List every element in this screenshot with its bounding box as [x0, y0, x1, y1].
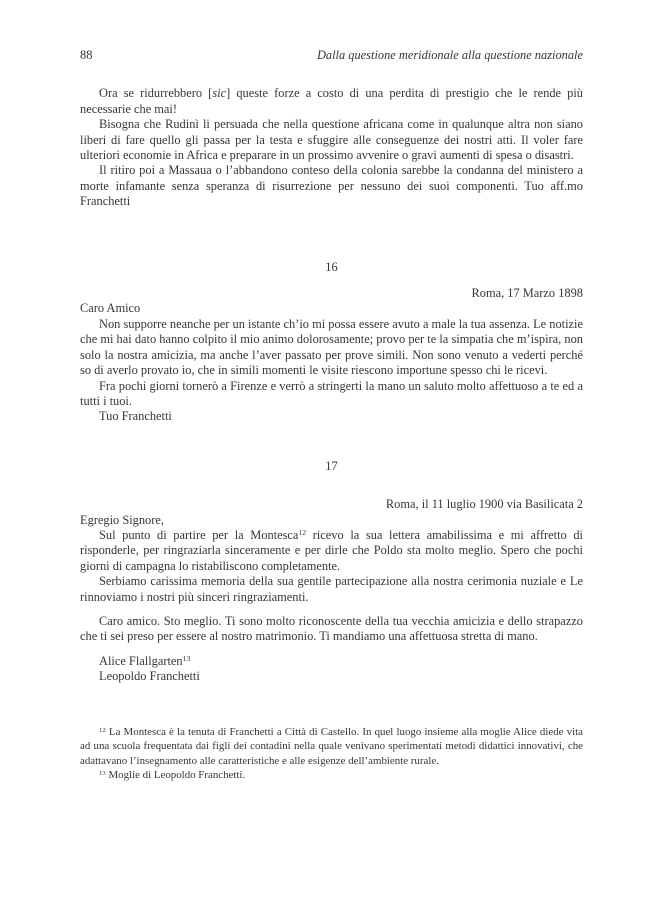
- letter-17-paragraph-1: [80, 528, 583, 574]
- page-number: 88: [80, 48, 93, 62]
- letter-17-signature-2: Leopoldo Franchetti: [99, 669, 200, 684]
- footnotes-section: [80, 725, 583, 783]
- intro-paragraph-1-after-sic: ] queste forze a costo di una perdita di prestigio che le rende più necessarie che mai!: [80, 86, 583, 116]
- intro-paragraph-1-before-sic: Ora se ridurrebbero [: [99, 86, 213, 101]
- letter-16-signature: Tuo Franchetti: [99, 409, 172, 424]
- signature-1-name: Alice Flallgarten: [99, 653, 183, 668]
- intro-paragraph-1: [80, 86, 583, 117]
- footnote-ref-13: 13: [182, 654, 191, 664]
- footnote-12-text: La Montesca è la tenuta di Franchetti a Città di Castello. In quel luogo insieme alla moglie Alice diede vita ad una scuola frequentata dai figli dei contadini nella quale venivano sperimentati metodi didattici innovativi, che adattavano l’insegnamento alle caratteristiche e alle esigenze dell’ambiente rurale.: [80, 725, 583, 767]
- letter-17-number: 17: [325, 458, 338, 473]
- footnote-ref-12: 12: [298, 528, 307, 538]
- letter-17-dateline: Roma, il 11 luglio 1900 via Basilicata 2: [385, 497, 583, 512]
- intro-paragraph-2: Bisogna che Rudinì li persuada che nella questione africana come in qualunque altra non siano liberi di fare quello gli passa per la testa e sfuggire alle conseguenze dei nostri atti. Il voler fare ulteriori economie in Africa e preparare in un prossimo avvenire o gravi aumenti di spesa o disastri.: [80, 117, 583, 163]
- letter-17-signature-1: [80, 654, 583, 669]
- footnote-13-text: Moglie di Leopoldo Franchetti.: [105, 769, 246, 782]
- intro-letter-body: [80, 86, 583, 209]
- running-title: Dalla questione meridionale alla questione nazionale: [316, 48, 583, 62]
- letter-16-paragraph-1: Non supporre neanche per un istante ch’io mi possa essere avuto a male la tua assenza. Le notizie che mi hai dato hanno colpito il mio animo dolorosamente; provo per te la simpatia che m’ispira, non solo la nostra amicizia, ma anche l’aver passato per prove simili. Non sono venuto a vederti perché so di averlo provato io, che in simili momenti le visite riescono importune spesso chi le ricevi.: [80, 316, 583, 378]
- letter-17-paragraph-2: Serbiamo carissima memoria della sua gentile partecipazione alla nostra cerimonia nuziale e Le rinnoviamo i nostri più sinceri ringraziamenti.: [80, 574, 583, 604]
- letter-16-number: 16: [325, 259, 338, 274]
- letter-16-dateline: Roma, 17 Marzo 1898: [471, 286, 583, 301]
- letter-16-salutation: Caro Amico: [80, 301, 141, 316]
- footnote-12-marker: 12: [99, 726, 106, 734]
- sic-italic: sic: [212, 86, 227, 101]
- footnote-13: [80, 768, 583, 783]
- letter-16: [80, 260, 583, 425]
- letter-16-paragraph-2: Fra pochi giorni tornerò a Firenze e verrò a stringerti la mano un saluto molto affettuoso a te ed a tutti i tuoi.: [80, 378, 583, 408]
- footnote-13-marker: 13: [99, 770, 106, 778]
- footnote-12: [80, 725, 583, 769]
- letter-17-paragraph-3: Caro amico. Sto meglio. Ti sono molto riconoscente della tua vecchia amicizia e dello strapazzo che ti sei preso per essere al nostro matrimonio. Ti mandiamo una affettuosa stretta di mano.: [80, 613, 583, 644]
- running-header: [80, 48, 583, 63]
- letter-17-paragraph-1-text: Sul punto di partire per la Montesca: [99, 527, 299, 542]
- intro-paragraph-3: Il ritiro poi a Massaua o l’abbandono conteso della colonia sarebbe la condanna del ministero a morte infamante senza speranza di risurrezione per nessuno dei suoi componenti. Tuo aff.mo Franchetti: [80, 163, 583, 209]
- letter-17: [80, 459, 583, 685]
- letter-17-paragraph-1-rest: ricevo la sua lettera amabilissima e mi affretto di risponderle, per ringraziarla sinceramente e per dirle che Poldo sta molto meglio. Spero che pochi giorni di campagna lo ristabiliscono completamente.: [80, 527, 583, 573]
- letter-17-salutation: Egregio Signore,: [80, 512, 164, 527]
